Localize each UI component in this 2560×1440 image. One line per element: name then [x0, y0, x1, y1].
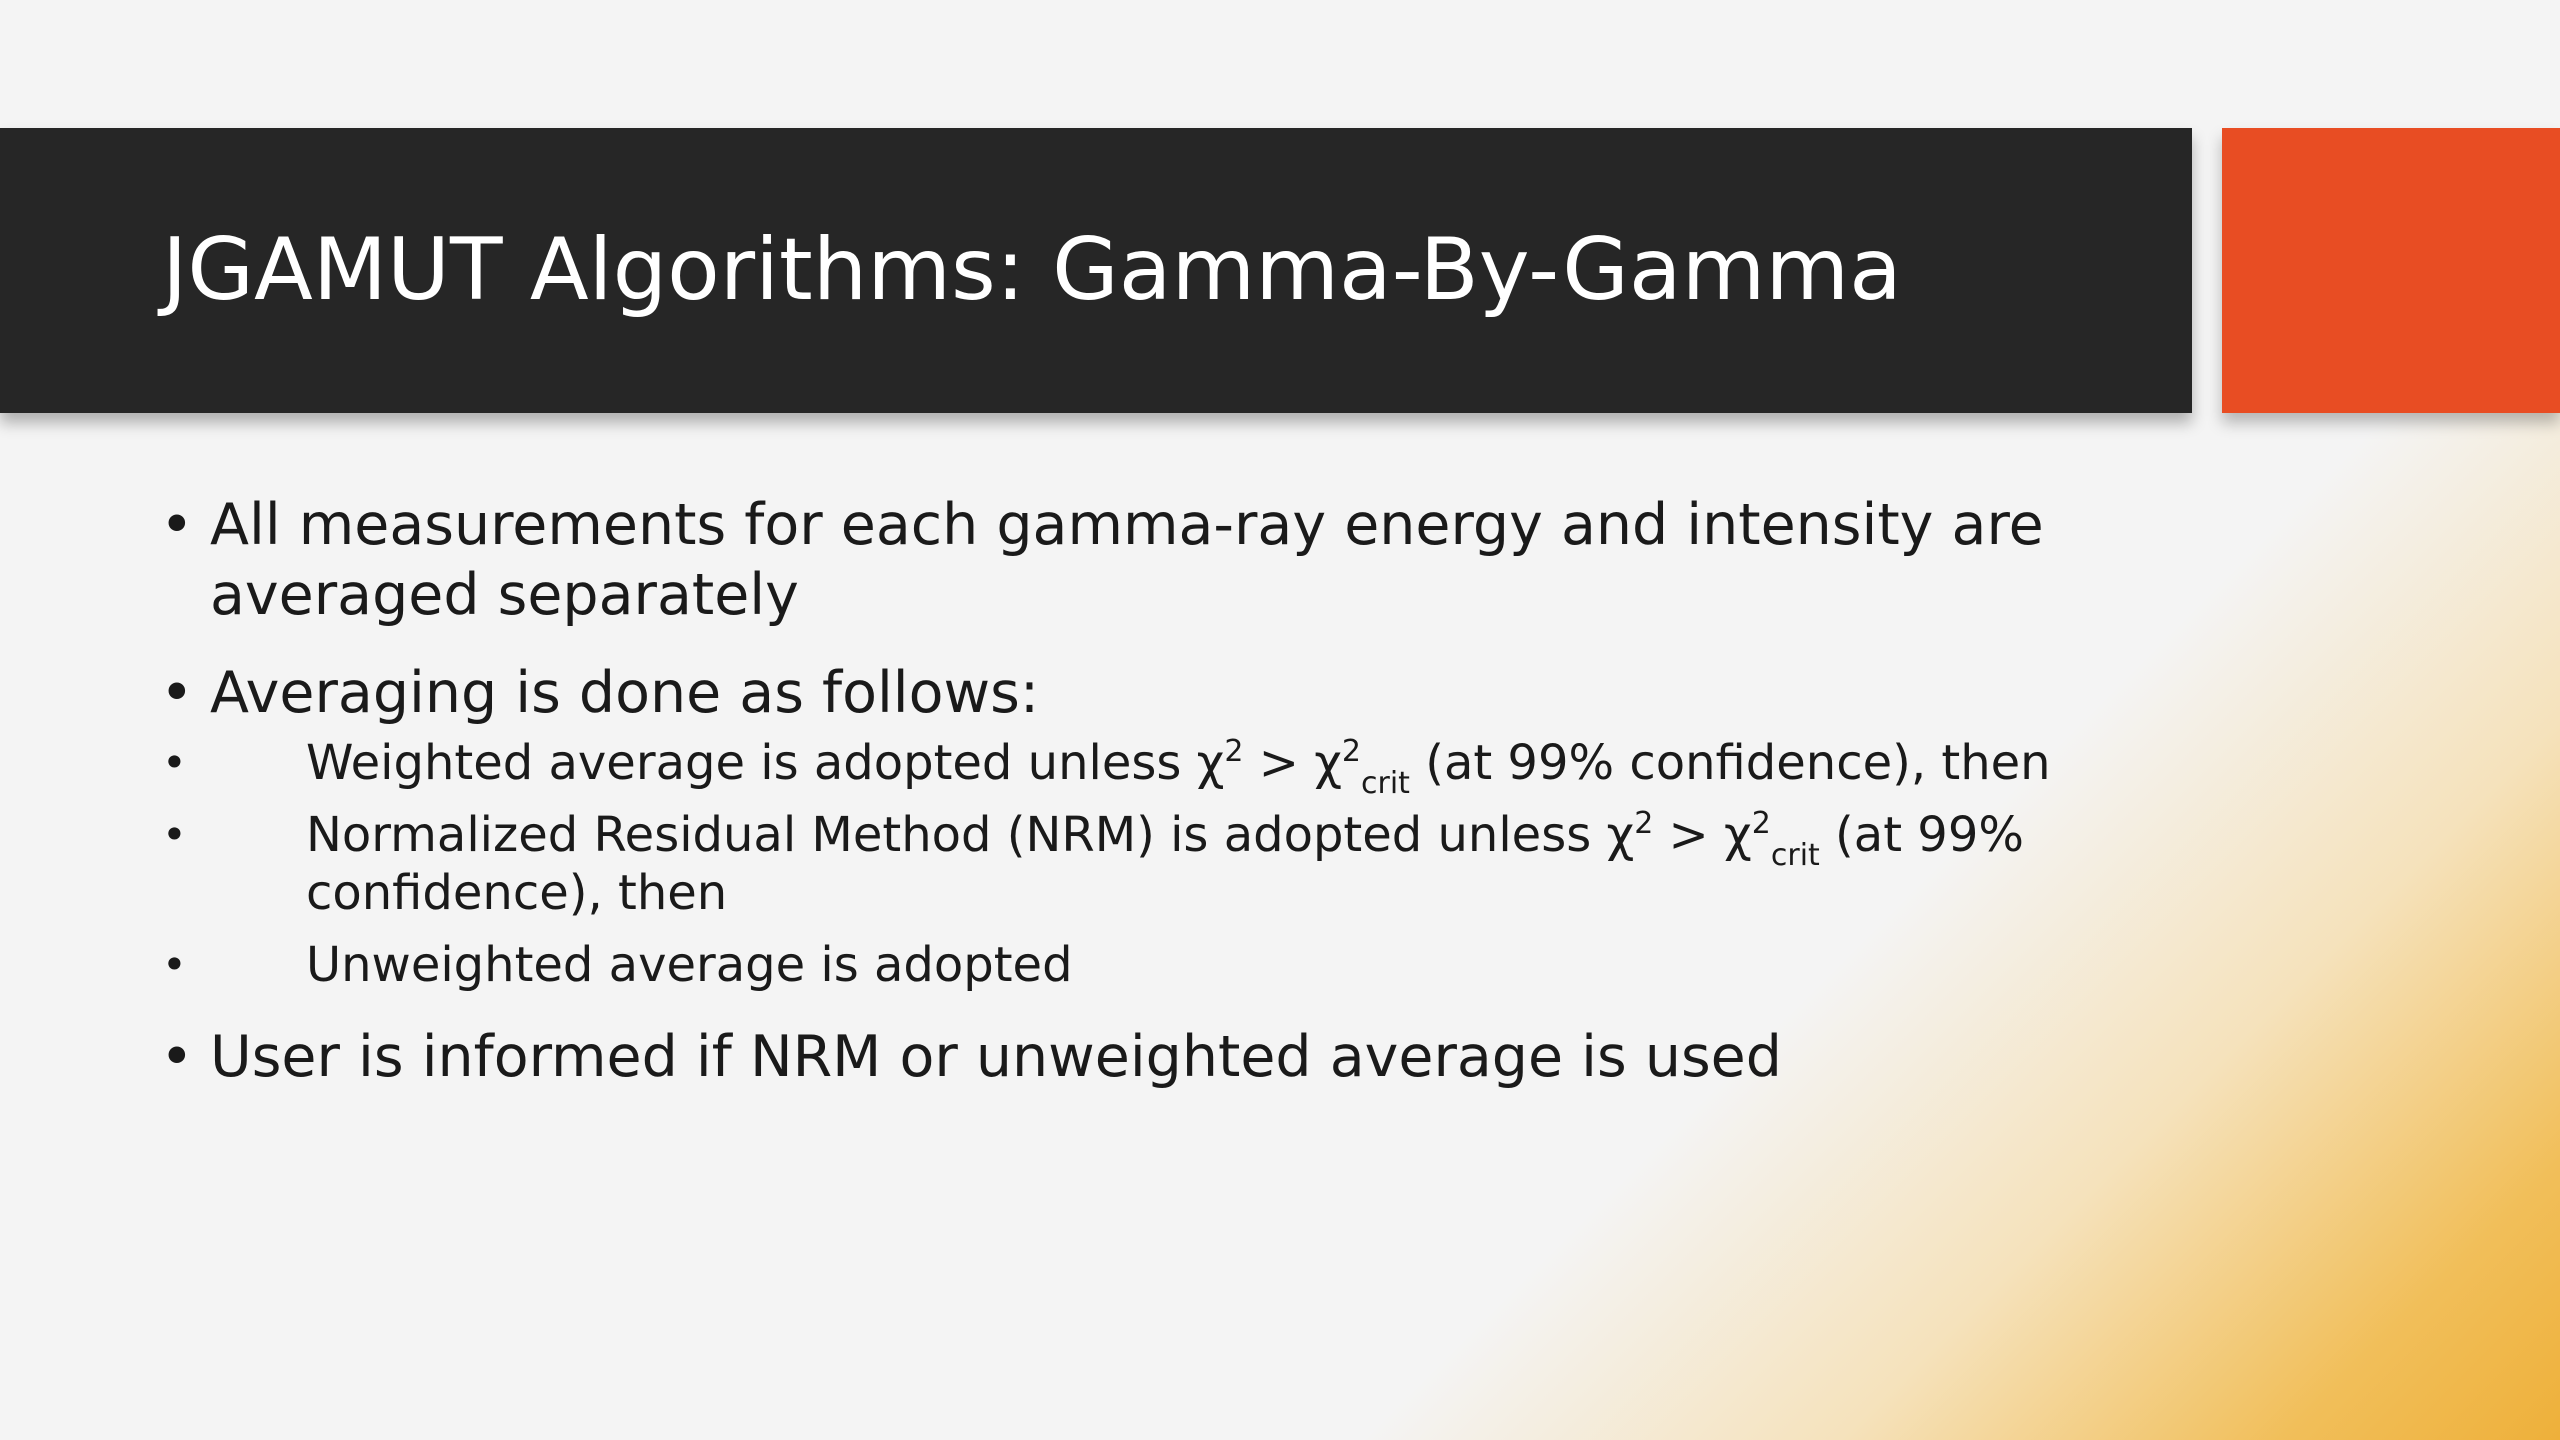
bullet-marker: • [160, 492, 194, 558]
sub-bullet-text: Normalized Residual Method (NRM) is adopted unless $\chi^2 > \chi^2_{crit}$ (at 99% confidence), then [306, 806, 2024, 921]
bullet-marker: • [160, 660, 194, 726]
sub-bullet-item [162, 734, 2190, 801]
slide-content [160, 490, 2190, 1120]
sub-bullet-item [162, 806, 2190, 922]
bullet-list [160, 490, 2190, 1092]
sub-bullet-marker: • [162, 940, 187, 989]
sub-bullet-item [162, 936, 2190, 994]
bullet-text: All measurements for each gamma-ray energy and intensity are averaged separately [210, 492, 2044, 628]
bullet-item [160, 490, 2190, 630]
accent-block [2222, 128, 2560, 413]
bullet-item [160, 1022, 2190, 1092]
sub-bullet-text: Unweighted average is adopted [306, 937, 1073, 993]
slide-title: JGAMUT Algorithms: Gamma-By-Gamma [162, 220, 1902, 320]
sub-bullet-marker: • [162, 810, 187, 859]
bullet-text: Averaging is done as follows: [210, 660, 1040, 726]
sub-bullet-marker: • [162, 738, 187, 787]
sub-bullet-list [162, 734, 2190, 994]
bullet-marker: • [160, 1024, 194, 1090]
bullet-item [160, 658, 2190, 994]
sub-bullet-text: Weighted average is adopted unless $\chi^2 > \chi^2_{crit}$ (at 99% confidence), then [306, 734, 2051, 801]
title-bar [0, 128, 2192, 413]
bullet-text: User is informed if NRM or unweighted average is used [210, 1024, 1782, 1090]
